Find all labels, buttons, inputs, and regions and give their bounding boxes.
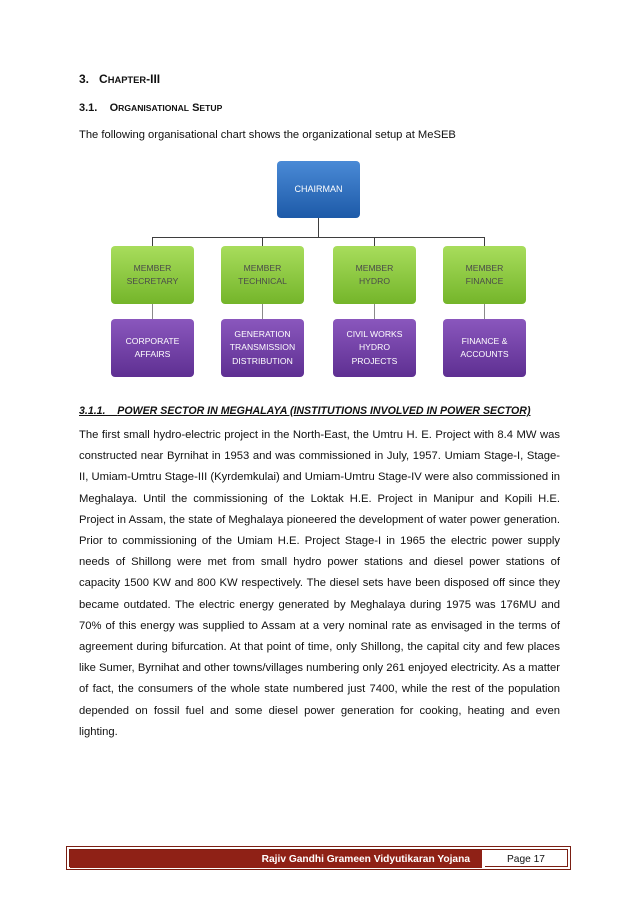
connector-member-1: [152, 237, 153, 246]
section-title-initial-2: S: [192, 102, 200, 114]
unit-label-line3: DISTRIBUTION: [232, 355, 293, 366]
org-box-member-hydro: [333, 246, 416, 304]
unit-label-line1: GENERATION: [234, 329, 291, 340]
org-box-generation: [221, 319, 304, 377]
org-box-civil-works: [333, 319, 416, 377]
connector-unit-3: [374, 304, 375, 319]
chairman-label: CHAIRMAN: [294, 183, 343, 194]
page-footer: [66, 846, 571, 870]
unit-label-line1: FINANCE &: [461, 335, 508, 346]
org-box-member-finance: [443, 246, 526, 304]
subsection-heading: [79, 405, 530, 417]
subsection-title: POWER SECTOR IN MEGHALAYA (INSTITUTIONS INVOLVED IN POWER SECTOR): [117, 405, 531, 417]
org-box-member-secretary: [111, 246, 194, 304]
connector-chairman: [318, 218, 319, 238]
unit-label-line1: CIVIL WORKS: [346, 329, 403, 340]
member-label-line2: TECHNICAL: [238, 276, 287, 286]
org-box-corporate-affairs: [111, 319, 194, 377]
connector-unit-4: [484, 304, 485, 319]
org-box-member-technical: [221, 246, 304, 304]
intro-text: The following organisational chart shows the organizational setup at MeSEB: [79, 129, 456, 141]
member-label-line1: MEMBER: [465, 262, 504, 273]
unit-label-line1: CORPORATE: [125, 335, 180, 346]
connector-unit-2: [262, 304, 263, 319]
subsection-number: 3.1.1.: [79, 405, 106, 417]
org-box-chairman: [277, 161, 360, 218]
member-label-line2: HYDRO: [358, 276, 391, 286]
unit-label-line2: HYDRO: [358, 342, 391, 353]
member-label-line1: MEMBER: [243, 262, 282, 273]
connector-horizontal: [152, 237, 484, 238]
unit-label-line2: ACCOUNTS: [460, 349, 509, 359]
section-title-rest-2: ETUP: [199, 103, 223, 113]
section-heading: [79, 102, 222, 114]
connector-member-3: [374, 237, 375, 246]
unit-label-line2: AFFAIRS: [134, 349, 171, 359]
member-label-line2: FINANCE: [465, 276, 504, 286]
unit-label-line2: TRANSMISSION: [229, 342, 296, 353]
chapter-title-rest: HAPTER: [107, 75, 147, 85]
connector-member-2: [262, 237, 263, 246]
chapter-title-initial: C: [99, 72, 108, 86]
page-number: Page 17: [507, 853, 545, 865]
section-title-rest-1: RGANISATIONAL: [118, 103, 190, 113]
member-label-line1: MEMBER: [133, 262, 172, 273]
section-title-initial-1: O: [109, 102, 119, 114]
footer-frame: [69, 849, 568, 867]
member-label-line2: SECRETARY: [126, 276, 179, 286]
member-label-line1: MEMBER: [355, 262, 394, 273]
org-box-finance-accounts: [443, 319, 526, 377]
chapter-number: 3.: [79, 72, 90, 86]
connector-unit-1: [152, 304, 153, 319]
chapter-title-suffix: -III: [146, 72, 161, 86]
connector-member-4: [484, 237, 485, 246]
chapter-heading: [79, 72, 160, 86]
body-paragraph: The first small hydro-electric project in the North-East, the Umtru H. E. Project with 8.4 MW was constructed near Byrnihat in 1953 and was commissioned in July, 1957. Umiam Stage-I, Stage-II, Umiam-Umtru Stage-III (Kyrdemkulai) and Umiam-Umtru Stage-IV were also commissioned in Meghalaya. Until the commissioning of the Loktak H.E. Project in Manipur and Kopili H.E. Project in Assam, the state of Meghalaya pioneered the development of water power generation. Prior to commissioning of the Umiam H.E. Project Stage-I in 1965 the electric power supply needs of Shillong were met from small hydro power stations and diesel power stations of capacity 1500 KW and 800 KW respectively. The diesel sets have been disposed off since they became outdated. The electric energy generated by Meghalaya during 1975 was 176MU and 70% of this energy was supplied to Assam at a very nominal rate as envisaged in the terms of agreement during bifurcation. At that point of time, only Shillong, the capital city and few places like Sumer, Byrnihat and other towns/villages numbering only 261 enjoyed electricity. As a matter of fact, the consumers of the whole state numbered just 7400, while the rest of the population depended on fossil fuel and some diesel power generation for cooking, heating and even lighting.: [79, 429, 560, 738]
section-number: 3.1.: [79, 102, 98, 114]
footer-title: Rajiv Gandhi Grameen Vidyutikaran Yojana: [70, 850, 482, 868]
unit-label-line3: PROJECTS: [351, 355, 398, 366]
